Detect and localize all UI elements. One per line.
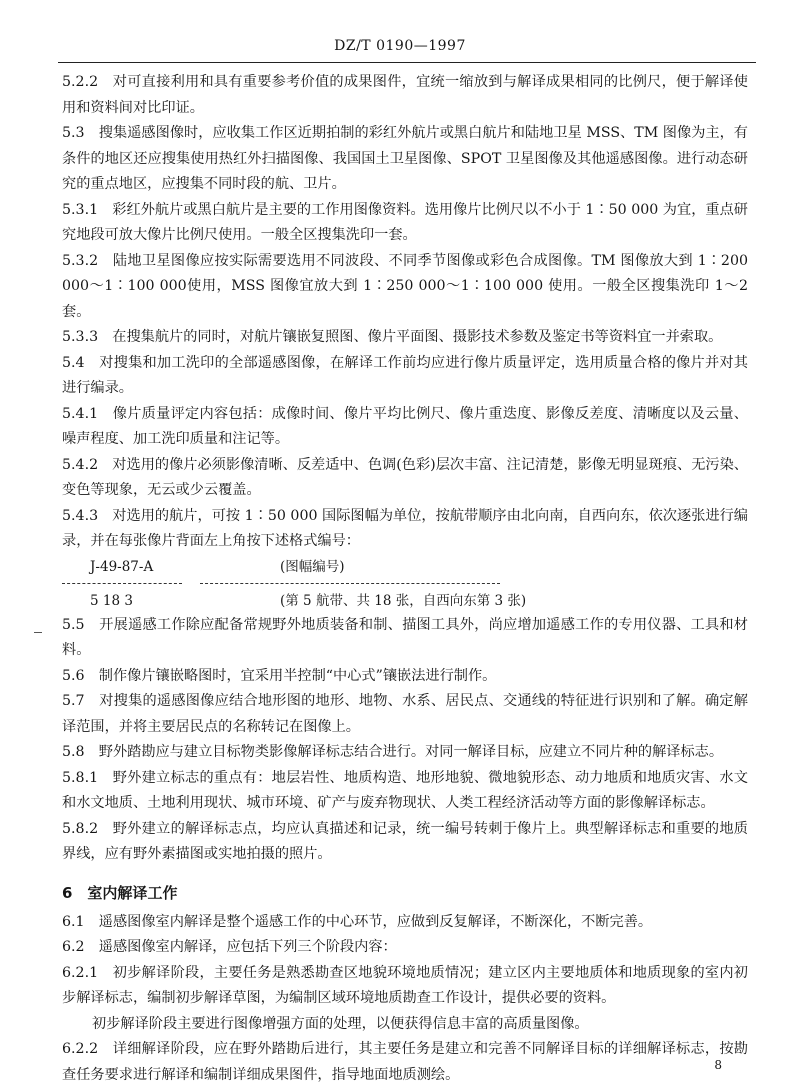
numbering-example	[62, 555, 748, 613]
photo-code-note: (第 5 航带、共 18 张，自西向东第 3 张)	[280, 592, 527, 609]
divider-right	[200, 583, 500, 584]
paragraph-5-6: 5.6 制作像片镶嵌略图时，宜采用半控制“中心式”镶嵌法进行制作。	[62, 667, 497, 684]
paragraph-5-2-2: 5.2.2 对可直接利用和具有重要参考价值的成果图件，宜统一缩放到与解译成果相同的比例尺，便于解译使用和资料间对比印证。	[62, 74, 748, 116]
sheet-code-note: (图幅编号)	[280, 558, 345, 575]
paragraph-5-4-3: 5.4.3 对选用的航片，可按 1∶50 000 国际图幅为单位，按航带顺序由北向南，自西向东，依次逐张进行编录，并在每张像片背面左上角按下述格式编号：	[62, 507, 748, 549]
paragraph-5-3-1: 5.3.1 彩红外航片或黑白航片是主要的工作用图像资料。选用像片比例尺以不小于 1∶50 000 为宜，重点研究地段可放大像片比例尺使用。一般全区搜集洗印一套。	[62, 201, 748, 243]
paragraph-5-4: 5.4 对搜集和加工洗印的全部遥感图像，在解译工作前均应进行像片质量评定，选用质量合格的像片并对其进行编录。	[62, 354, 748, 396]
code-example-bottom	[62, 589, 748, 613]
paragraph-6-2: 6.2 遥感图像室内解译，应包括下列三个阶段内容：	[62, 939, 397, 955]
paragraph-5-3: 5.3 搜集遥感图像时，应收集工作区近期拍制的彩红外航片或黑白航片和陆地卫星 MSS、TM 图像为主，有条件的地区还应搜集使用热红外扫描图像、我国国土卫星图像、SPOT 卫星图像及其他遥感图像。进行动态研究的重点地区，应搜集不同时段的航、卫片。	[62, 125, 748, 192]
paragraph-6-2-1-continued: 初步解译阶段主要进行图像增强方面的处理，以便获得信息丰富的高质量图像。	[92, 1015, 589, 1032]
paragraph-6-1: 6.1 遥感图像室内解译是整个遥感工作的中心环节，应做到反复解译，不断深化，不断完善。	[62, 913, 653, 930]
margin-mark	[34, 632, 42, 633]
photo-code: 5 18 3	[90, 592, 133, 609]
paragraph-5-3-3: 5.3.3 在搜集航片的同时，对航片镶嵌复照图、像片平面图、摄影技术参数及鉴定书等资料宜一并索取。	[62, 329, 723, 345]
paragraph-5-3-2: 5.3.2 陆地卫星图像应按实际需要选用不同波段、不同季节图像或彩色合成图像。TM 图像放大到 1∶200 000～1∶100 000使用，MSS 图像宜放大到 1∶250 000～1∶100 000 使用。一般全区搜集洗印 1～2套。	[62, 252, 748, 320]
document-body	[62, 70, 748, 1088]
divider-left	[62, 583, 182, 584]
page-number: 8	[714, 1058, 722, 1072]
paragraph-5-4-1: 5.4.1 像片质量评定内容包括：成像时间、像片平均比例尺、像片重迭度、影像反差度、清晰度以及云量、噪声程度、加工洗印质量和注记等。	[62, 405, 748, 447]
paragraph-6-2-1: 6.2.1 初步解译阶段，主要任务是熟悉勘查区地貌环境地质情况；建立区内主要地质体和地质现象的室内初步解译标志，编制初步解译草图，为编制区域环境地质勘查工作设计，提供必要的资料。	[62, 964, 748, 1006]
header-rule	[58, 62, 756, 63]
paragraph-5-8-1: 5.8.1 野外建立标志的重点有：地层岩性、地质构造、地形地貌、微地貌形态、动力地质和地质灾害、水文和水文地质、土地利用现状、城市环境、矿产与废弃物现状、人类工程经济活动等方面的影像解译标志。	[62, 769, 748, 811]
section-6-title: 6 室内解译工作	[62, 883, 178, 902]
paragraph-5-4-2: 5.4.2 对选用的像片必须影像清晰、反差适中、色调(色彩)层次丰富、注记清楚，影像无明显斑痕、无污染、变色等现象，无云或少云覆盖。	[62, 456, 748, 498]
paragraph-6-2-2: 6.2.2 详细解译阶段，应在野外踏勘后进行，其主要任务是建立和完善不同解译目标的详细解译标志，按勘查任务要求进行解译和编制详细成果图件，指导地面地质测绘。	[62, 1041, 748, 1083]
paragraph-5-8-2: 5.8.2 野外建立的解译标志点，均应认真描述和记录，统一编号转刺于像片上。典型解译标志和重要的地质界线，应有野外素描图或实地拍摄的照片。	[62, 820, 748, 862]
page-header: DZ/T 0190—1997	[334, 38, 466, 54]
paragraph-5-8: 5.8 野外踏勘应与建立目标物类影像解译标志结合进行。对同一解译目标，应建立不同片种的解译标志。	[62, 744, 724, 760]
paragraph-5-5: 5.5 开展遥感工作除应配备常规野外地质装备和制、描图工具外，尚应增加遥感工作的专用仪器、工具和材料。	[62, 616, 748, 658]
code-divider	[62, 579, 748, 589]
code-example-top	[62, 555, 748, 579]
sheet-code: J-49-87-A	[90, 558, 154, 575]
paragraph-5-7: 5.7 对搜集的遥感图像应结合地形图的地形、地物、水系、居民点、交通线的特征进行识别和了解。确定解译范围，并将主要居民点的名称转记在图像上。	[62, 693, 748, 735]
